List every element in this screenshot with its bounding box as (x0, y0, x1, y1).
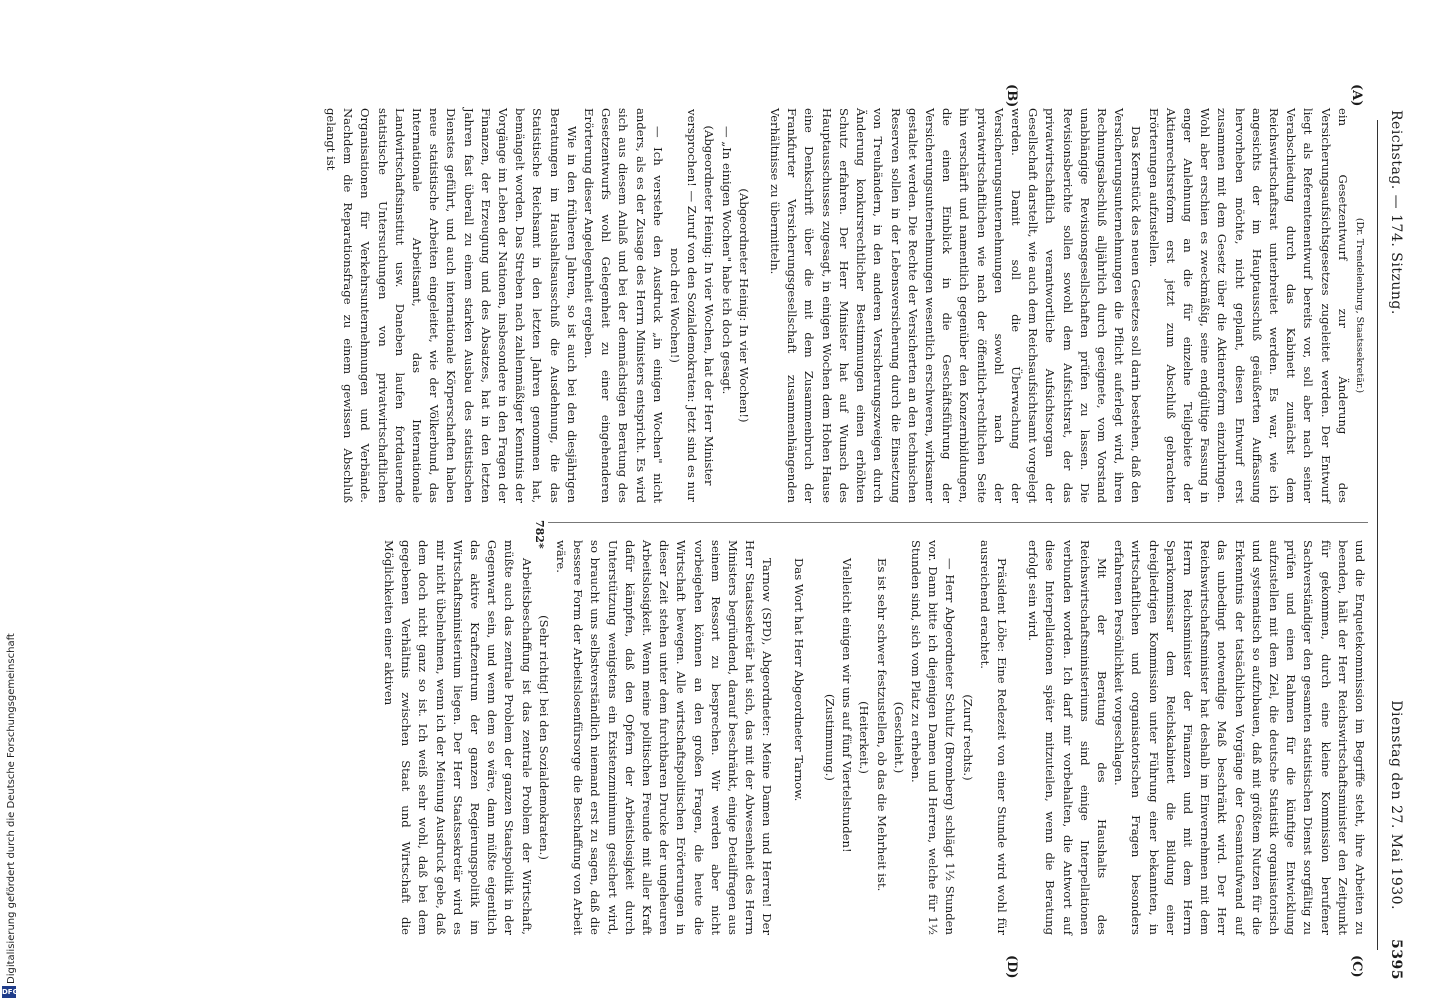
interjection: (Abgeordneter Heinig: In vier Wochen!) (736, 188, 751, 423)
paragraph: Das Kernstück des neuen Gesetzes soll darin bestehen, daß den Versicherungsunternehmungen die Pflicht auferlegt wird, ihren Rechnungsabschluß alljährlich durch geeignete, vom Vorstand unabhängige Revisionsgesellschaften prüfen zu lassen. Die Revisionsberichte sollen sowohl dem Aufsichtsrat, der das privatwirtschaftlich verantwortliche Aufsichtsorgan der Gesellschaft darstellt, wie auch dem Reichsaufsichtsamt vorgelegt werden. Damit soll die Überwachung der Versicherungsunternehmungen sowohl nach der privatwirtschaftlichen wie nach der öffentlich-rechtlichen Seite hin verschärft und namentlich gegenüber den Konzernbildungen, die einen Einblick in die Geschäftsführung der Versicherungsunternehmungen wesentlich erschweren, wirksamer gestaltet werden. Die Rechte der Versicherten an den technischen Reserven sollen in der Lebensversicherung durch die Einsetzung von Treuhändern, in den anderen Versicherungszweigen durch Änderung konkursrechtlicher Bestimmungen einen erhöhten Schutz erfahren. Der Herr Minister hat auf Wunsch des Hauptausschusses zugesagt, in einigen Wochen dem Hohen Hause eine Denkschrift über die mit dem Zusammenbruch der Frankfurter Versicherungsgesellschaft zusammenhängenden Verhältnisse zu übermitteln. (768, 108, 1144, 503)
credit-strip (0, 0, 20, 1000)
credit-text: Digitalisierung gefördert durch die Deutsche Forschungsgemeinschaft (6, 633, 17, 984)
margin-mark-b: (B) (1004, 84, 1019, 108)
header-rule (1377, 120, 1378, 950)
margin-mark-c: (C) (1349, 955, 1364, 978)
speaker-paragraph: Präsident Löbe: Eine Redezeit von einer Stunde wird wohl für ausreichend erachtet. (977, 540, 1009, 935)
column-divider (548, 522, 1368, 523)
running-head-left: Reichstag. — 174. Sitzung. (1388, 110, 1404, 315)
paragraph: Das Wort hat Herr Abgeordneter Tarnow. (791, 558, 806, 802)
interjection: (Geschieht.) (891, 701, 906, 774)
speaker-intro: (Dr. Trendelenburg, Staatssekretär.) (1354, 217, 1365, 394)
paragraph: Arbeitsbeschaffung ist das zentrale Problem der Wirtschaft, müßte auch das zentrale Problem der ganzen Staatspolitik in der Gegenwart sein, und wenn dem so wäre, dann müßte eigentlich das aktive Kraftzentrum der ganzen Regierungspolitik im Wirtschaftsministerium liegen. Der Herr Staatssekretär wird es mir nicht übelnehmen, wenn ich der Meinung Ausdruck gebe, daß dem doch nicht ganz so ist. Ich weiß sehr wohl, daß bei dem gegebenen Verhältnis zwischen Staat und Wirtschaft die Möglichkeiten einer aktiven (382, 540, 534, 935)
left-column (322, 108, 1368, 503)
paragraph: — „In einigen Wochen" habe ich doch gesagt. (719, 126, 734, 395)
interjection: (Heiterkeit.) (857, 701, 872, 774)
paragraph: Vielleicht einigen wir uns auf fünf Viertelstunden! (840, 558, 855, 853)
sheet-signature: 782* (533, 520, 546, 549)
paragraph: Wie in den früheren Jahren, so ist auch bei den diesjährigen Beratungen im Haushaltsausschuß die Ausdehnung, die das Statistische Reichsamt in den letzten Jahren genommen hat, bemängelt worden. Das Streben nach zahlenmäßiger Kenntnis der Vorgänge im Leben der Nationen, insbesondere in den Fragen der Finanzen, der Erzeugung und des Absatzes, hat in den letzten Jahren fast überall zu einem starken Ausbau des statistischen Dienstes geführt, und auch internationale Körperschaften haben neue statistische Arbeiten eingeleitet, wie der Völkerbund, das Internationale Arbeitsamt, das Internationale Landwirtschaftsinstitut usw. Daneben laufen fortdauernde statistische Untersuchungen von privatwirtschaftlichen Organisationen für Verkehrsunternehmungen und Verbände. Nachdem die Reparationsfrage zu einem gewissen Abschluß gelangt ist (324, 108, 579, 503)
paragraph: Es ist sehr schwer festzustellen, ob das die Mehrheit ist. (874, 558, 889, 892)
interjection: (Abgeordneter Heinig: In vier Wochen, hat der Herr Minister versprochen! — Zuruf von den Sozialdemokraten: Jetzt sind es nur noch drei Wochen!) (668, 109, 717, 502)
running-head-date: Dienstag den 27. Mai 1930. (1388, 700, 1404, 910)
interjection: (Sehr richtig! bei den Sozialdemokraten.) (536, 615, 551, 860)
interjection: (Zustimmung.) (822, 694, 837, 781)
running-head (1378, 110, 1404, 980)
page-number: 5395 (1388, 939, 1404, 980)
paragraph: — Herr Abgeordneter Schultz (Bromberg) schlägt 1½ Stunden vor. Dann bitte ich diejenigen Damen und Herren, welche für 1½ Stunden sind, sich vom Platz zu erheben. (908, 540, 958, 935)
paragraph: ein Gesetzentwurf zur Änderung des Versicherungsaufsichtsgesetzes zugeleitet werden. Der Entwurf liegt als Referentenentwurf bereits vor, soll aber nach seiner Verabschiedung durch das Kabinett zunächst dem Reichswirtschaftsrat unterbreitet werden. Es war, wie ich angesichts der im Hauptausschuß geäußerten Auffassung hervorheben möchte, nicht geplant, diesen Entwurf erst zusammen mit dem Gesetz über die Aktienreform einzubringen. Wohl aber erschien es zweckmäßig, seine endgültige Fassung in enger Anlehnung an die für einzelne Teilgebiete der Aktienrechtsreform erst jetzt zum Abschluß gebrachten Erörterungen aufzustellen. (1146, 108, 1350, 503)
speaker-paragraph: Tarnow (SPD), Abgeordneter: Meine Damen und Herren! Der Herr Staatssekretär hat sich, das mit der Abwesenheit des Herrn Ministers begründend, darauf beschränkt, einige Detailfragen aus seinem Ressort zu besprechen. Wir werden aber nicht vorbeigehen können an den großen Fragen, die heute die Wirtschaft bewegen. Alle wirtschaftspolitischen Erörterungen in dieser Zeit stehen unter dem furchtbaren Drucke der ungeheuren Arbeitslosigkeit. Wenn meine politischen Freunde mit aller Kraft dafür kämpfen, daß den Opfern der Arbeitslosigkeit durch Unterstützung wenigstens ein Existenzminimum gesichert wird, so braucht uns selbstverständlich niemand erst zu sagen, daß die bessere Form der Arbeitslosenfürsorge die Beschaffung von Arbeit wäre. (554, 540, 775, 935)
margin-mark-a: (A) (1349, 84, 1364, 107)
dfg-logo-icon: DFG (2, 988, 19, 996)
margin-mark-d: (D) (1004, 955, 1019, 979)
interjection: (Zuruf rechts.) (960, 694, 975, 781)
paragraph: — Ich verstehe den Ausdruck „in einigen Wochen" nicht anders, als es der Zusage des Herrn Ministers entspricht. Es wird sich aus diesem Anlaß und bei der demnächstigen Beratung des Gesetzentwurfs wohl Gelegenheit zu einer eingehenderen Erörterung dieser Angelegenheit ergeben. (582, 108, 665, 503)
right-column (380, 540, 1368, 935)
paragraph: und die Enquetekommission im Begriffe steht, ihre Arbeiten zu beenden, hält der Herr Reichswirtschaftsminister den Zeitpunkt für gekommen, durch eine kleine Kommission berufener Sachverständiger den gesamten statistischen Dienst sorgfältig zu prüfen und einen Rahmen für die künftige Entwicklung aufzustellen mit dem Ziel, die deutsche Statistik organisatorisch und systematisch so aufzubauen, daß mit größtem Nutzen für die Erkenntnis der tatsächlichen Vorgänge der Gesamtaufwand auf das unbedingt notwendige Maß beschränkt wird. Der Herr Reichswirtschaftsminister hat deshalb im Einvernehmen mit dem Herrn Reichsminister der Finanzen und mit dem Herrn Sparkommissar dem Reichskabinett die Bildung einer dreigliedrigen Kommission unter Führung einer bekannten, in wirtschaftlichen und organisatorischen Fragen besonders erfahrenen Persönlichkeit vorgeschlagen. (1112, 540, 1367, 935)
paragraph: Mit der Beratung des Haushalts des Reichswirtschaftsministeriums sind einige Interpellationen verbunden worden. Ich darf mir vorbehalten, die Antwort auf diese Interpellationen später mitzuteilen, wenn die Beratung erfolgt sein wird. (1026, 540, 1109, 935)
